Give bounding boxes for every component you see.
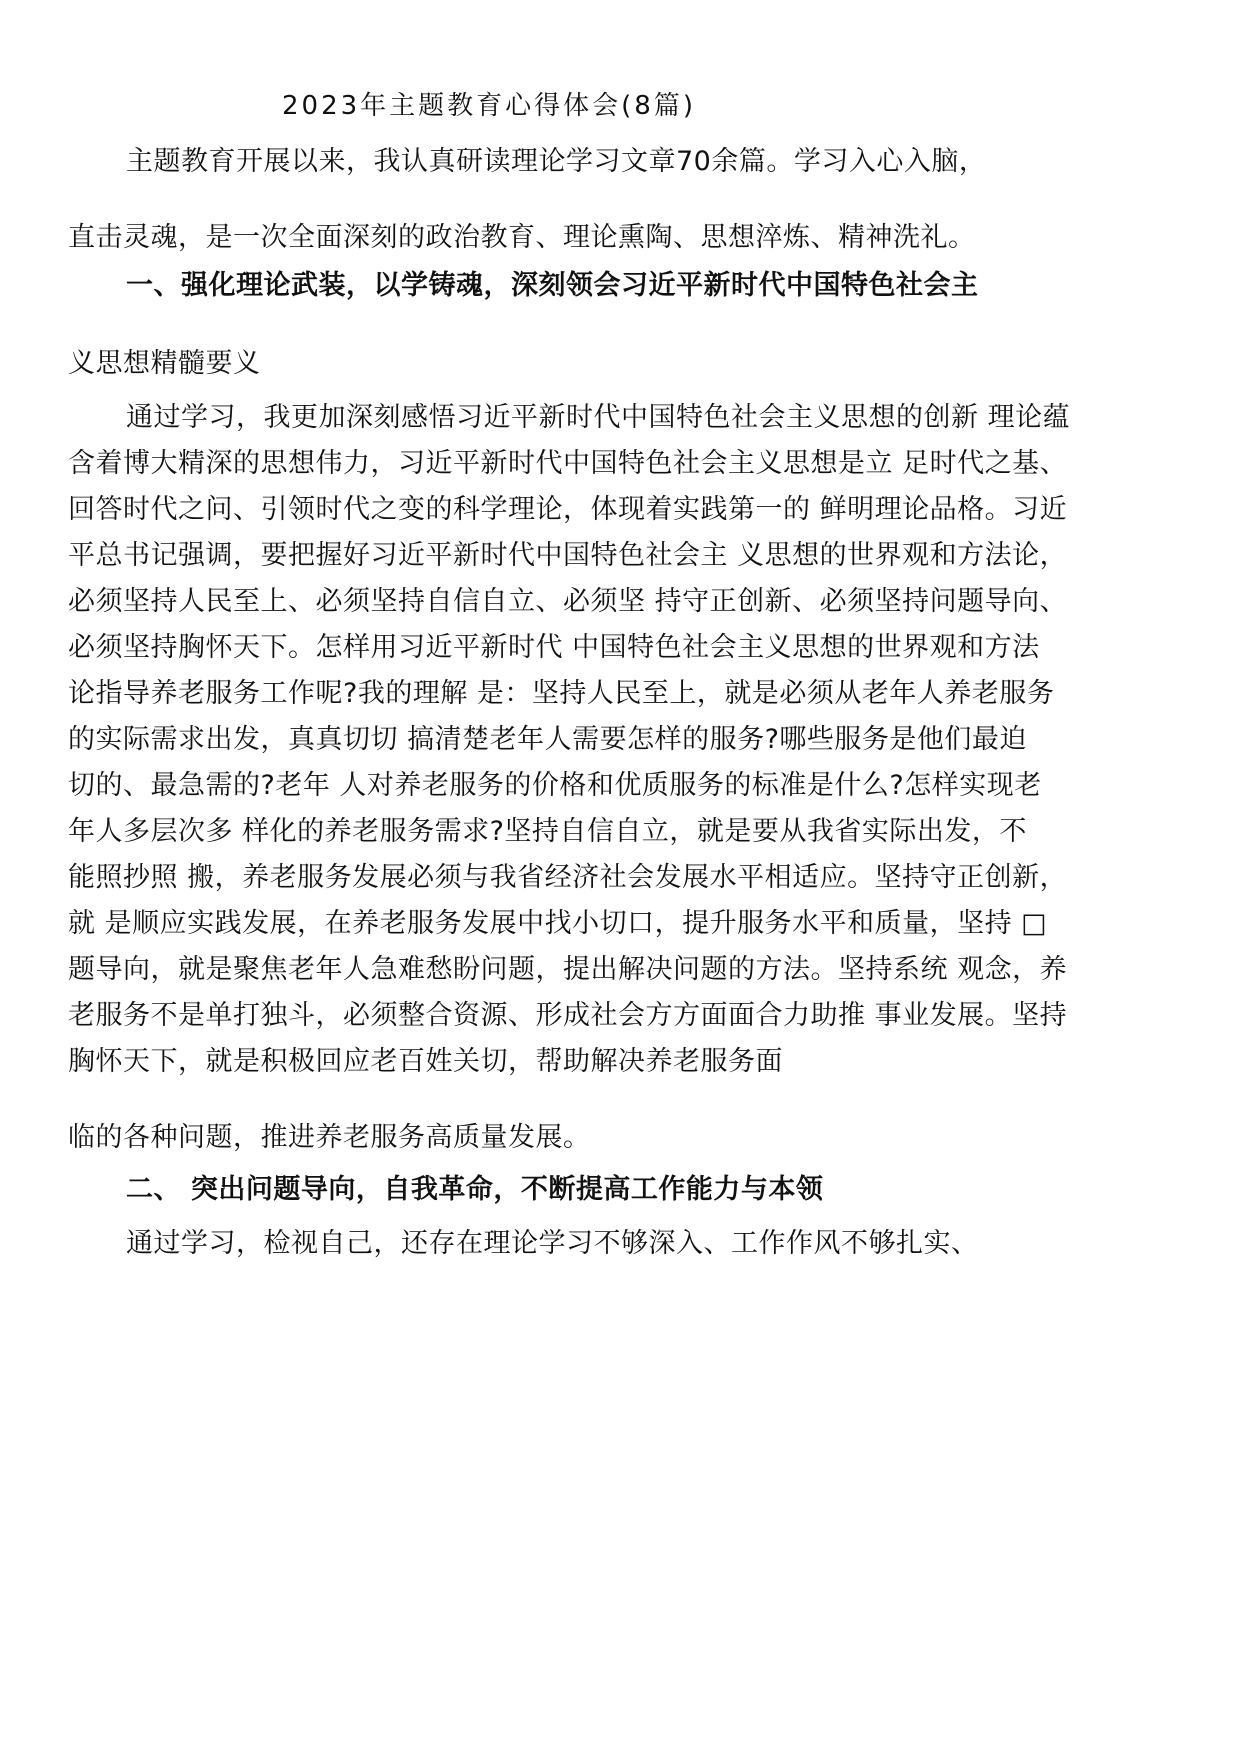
section-2-heading: 二、 突出问题导向，自我革命，不断提高工作能力与本领 <box>126 1174 824 1205</box>
section-1-body-line: 年人多层次多 样化的养老服务需求?坚持自信自立，就是要从我省实际出发，不 <box>68 816 1027 847</box>
section-1-body-line: 平总书记强调，要把握好习近平新时代中国特色社会主 义思想的世界观和方法论， <box>68 540 1068 571</box>
section-1-body-line: 必须坚持人民至上、必须坚持自信自立、必须坚 持守正创新、必须坚持问题导向、 <box>68 586 1068 617</box>
section-1-body-line: 老服务不是单打独斗，必须整合资源、形成社会方方面面合力助推 事业发展。坚持 <box>68 1000 1068 1031</box>
intro-line-2: 直击灵魂，是一次全面深刻的政治教育、理论熏陶、思想淬炼、精神洗礼。 <box>68 222 976 253</box>
section-1-body-line: 论指导养老服务工作呢?我的理解 是：坚持人民至上，就是必须从老年人养老服务 <box>68 678 1055 709</box>
section-1-body-line: 切的、最急需的?老年 人对养老服务的价格和优质服务的标准是什么?怎样实现老 <box>68 770 1042 801</box>
section-1-body-line: 就 是顺应实践发展，在养老服务发展中找小切口，提升服务水平和质量，坚持 □ <box>68 908 1048 939</box>
section-1-body-line: 必须坚持胸怀天下。怎样用习近平新时代 中国特色社会主义思想的世界观和方法 <box>68 632 1040 663</box>
document-title: 2023年主题教育心得体会(8篇) <box>282 91 696 121</box>
section-1-body-line: 胸怀天下，就是积极回应老百姓关切，帮助解决养老服务面 <box>68 1046 783 1077</box>
intro-line-1: 主题教育开展以来，我认真研读理论学习文章70余篇。学习入心入脑， <box>126 146 987 177</box>
section-1-body-line: 回答时代之问、引领时代之变的科学理论，体现着实践第一的 鲜明理论品格。习近 <box>68 494 1068 525</box>
section-2-body-line: 通过学习，检视自己，还存在理论学习不够深入、工作作风不够扎实、 <box>126 1228 979 1259</box>
section-1-heading-line-1: 一、强化理论武装，以学铸魂，深刻领会习近平新时代中国特色社会主 <box>126 270 979 301</box>
section-1-body-last-line: 临的各种问题，推进养老服务高质量发展。 <box>68 1122 591 1153</box>
section-1-heading-line-2: 义思想精髓要义 <box>68 348 261 379</box>
section-1-body-line: 题导向，就是聚焦老年人急难愁盼问题，提出解决问题的方法。坚持系统 观念，养 <box>68 954 1068 985</box>
section-1-body-line: 含着博大精深的思想伟力，习近平新时代中国特色社会主义思想是立 足时代之基、 <box>68 448 1068 479</box>
section-1-body-line: 能照抄照 搬，养老服务发展必须与我省经济社会发展水平相适应。坚持守正创新， <box>68 862 1068 893</box>
section-1-body-line: 的实际需求出发，真真切切 搞清楚老年人需要怎样的服务?哪些服务是他们最迫 <box>68 724 1027 755</box>
section-1-body-line: 通过学习，我更加深刻感悟习近平新时代中国特色社会主义思想的创新 理论蕴 <box>126 402 1071 433</box>
